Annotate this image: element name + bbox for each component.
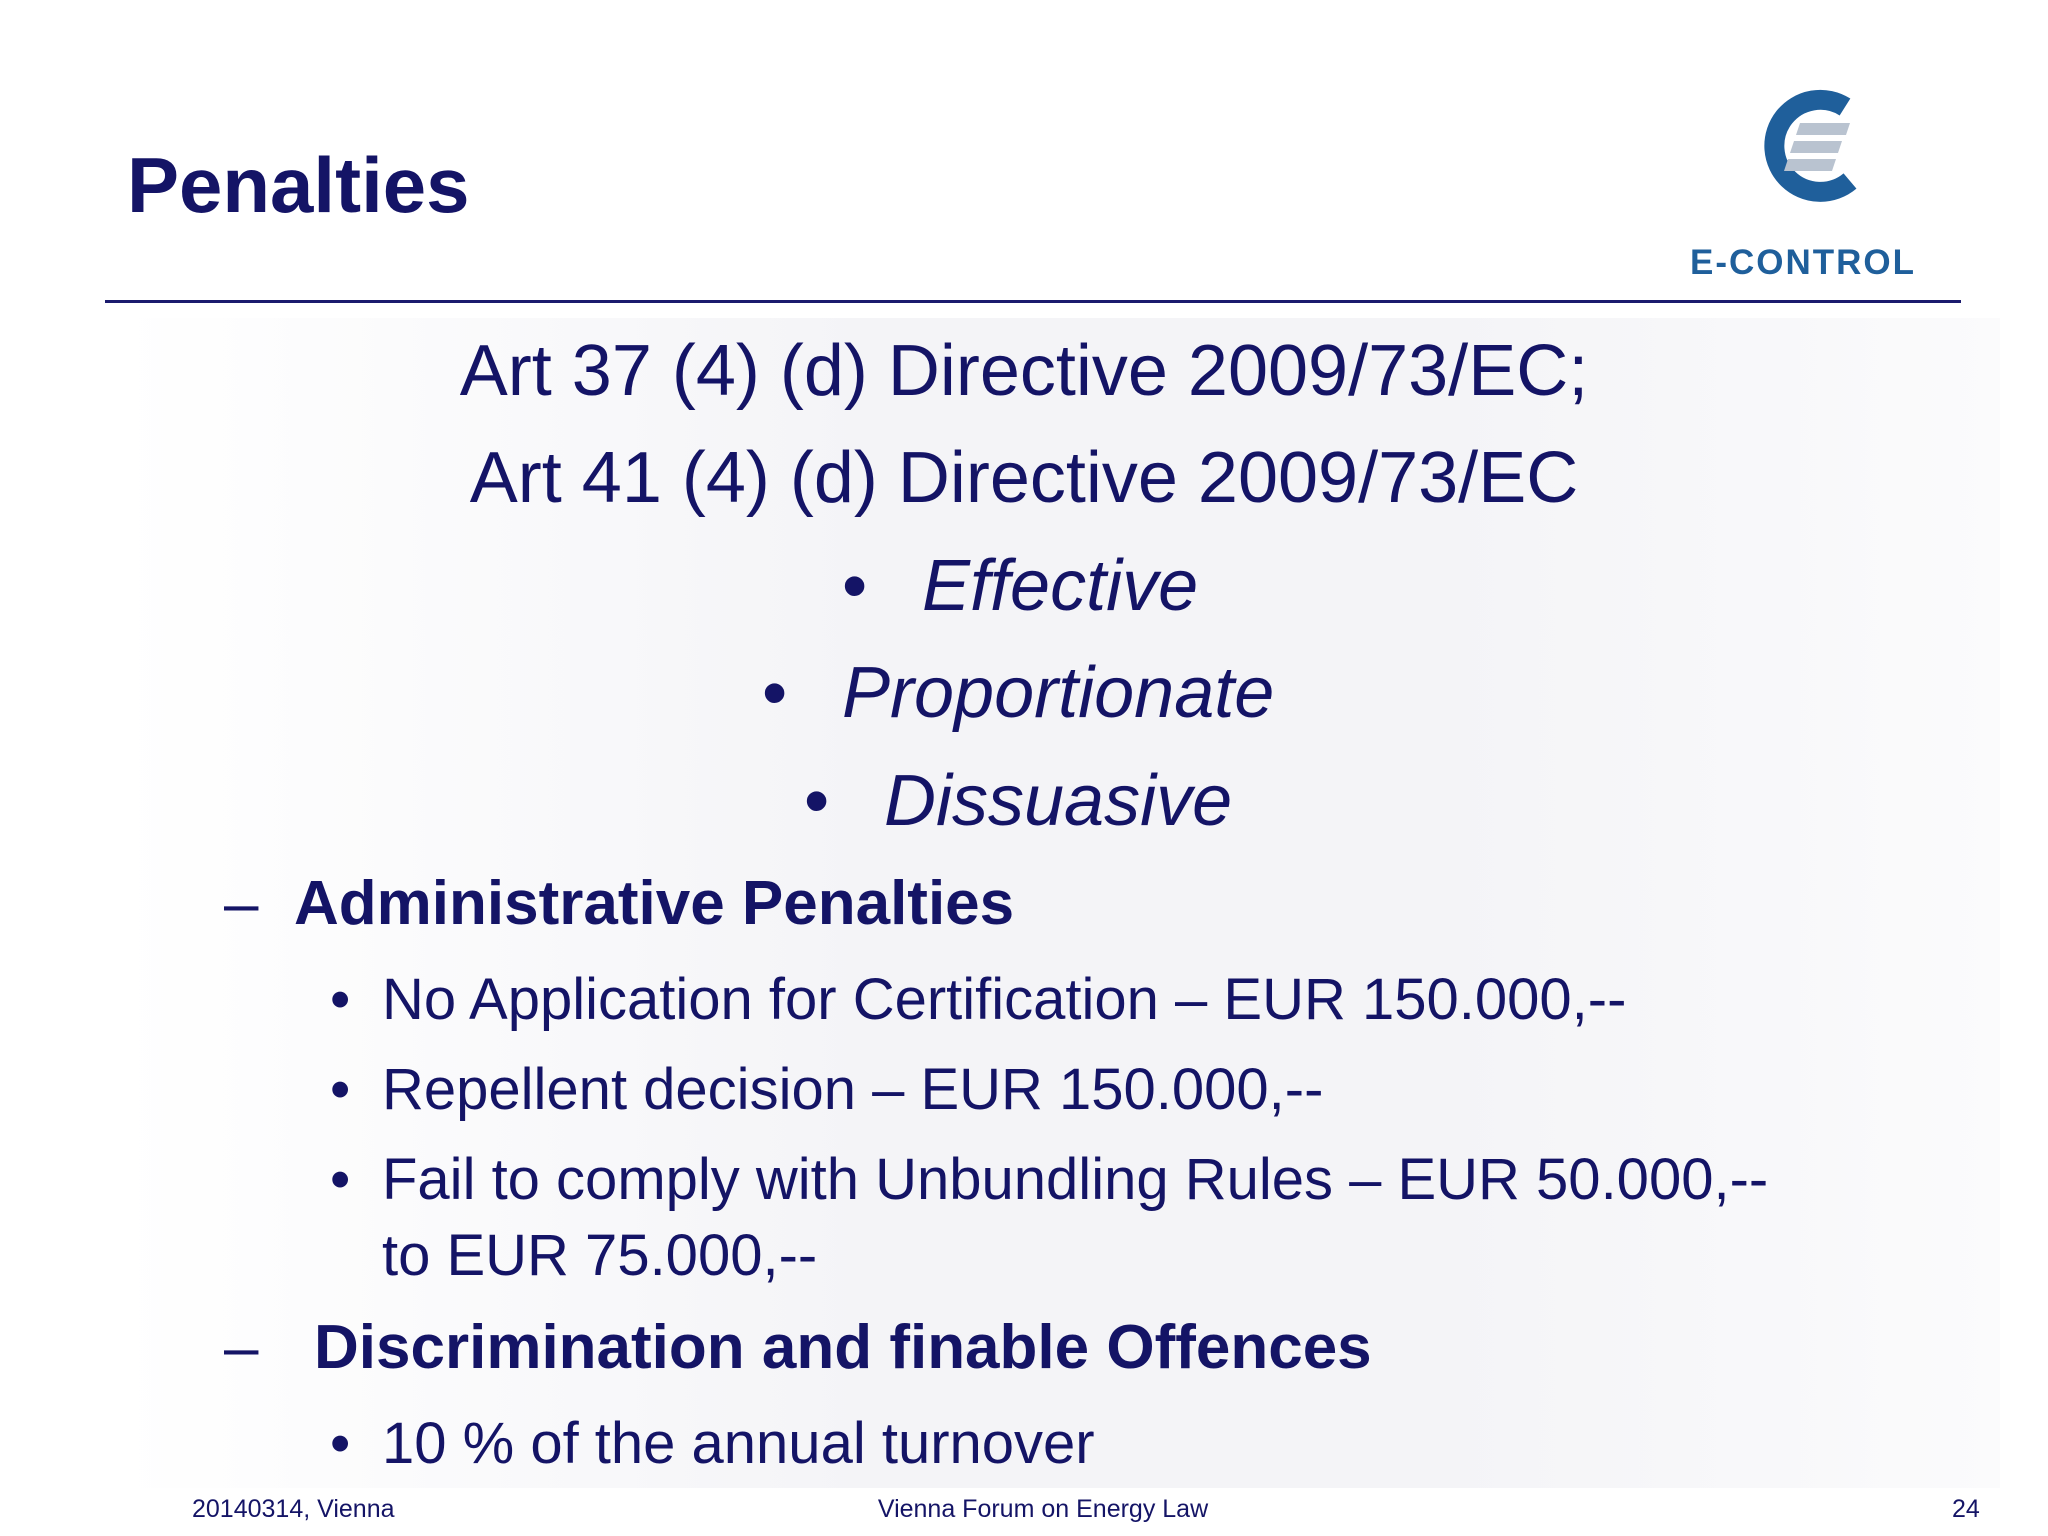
- bullet: •: [330, 1057, 351, 1122]
- criterion-label: Effective: [922, 546, 1199, 626]
- item-label: Repellent decision – EUR 150.000,--: [382, 1057, 1324, 1122]
- criterion-label: Proportionate: [842, 653, 1275, 733]
- dash: –: [224, 1313, 259, 1382]
- criterion-proportionate: [762, 652, 1274, 734]
- discrimination-heading: [224, 1312, 1372, 1383]
- criterion-label: Dissuasive: [884, 761, 1233, 841]
- slide-title: Penalties: [127, 141, 470, 229]
- admin-penalty-item-2: [330, 1052, 1323, 1128]
- footer-page-number: 24: [1952, 1495, 1980, 1523]
- footer-date-location: 20140314, Vienna: [192, 1495, 395, 1523]
- e-control-logo-mark-icon: [1750, 85, 1870, 205]
- bullet: •: [330, 1411, 351, 1476]
- item-label: Fail to comply with Unbundling Rules – EUR 50.000,--: [382, 1147, 1769, 1212]
- dash: –: [224, 869, 259, 938]
- reference-line-2: Art 41 (4) (d) Directive 2009/73/EC: [469, 438, 1579, 518]
- heading-label: Administrative Penalties: [294, 869, 1015, 938]
- administrative-penalties-heading: [224, 868, 1014, 939]
- bullet: •: [330, 1147, 351, 1212]
- bullet: •: [842, 546, 868, 626]
- reference-line-1: Art 37 (4) (d) Directive 2009/73/EC;: [459, 331, 1589, 411]
- e-control-logo: [1680, 85, 1950, 285]
- title-divider: [105, 300, 1961, 303]
- item-label: No Application for Certification – EUR 150.000,--: [382, 967, 1627, 1032]
- footer-event-name: Vienna Forum on Energy Law: [877, 1495, 1209, 1523]
- bullet: •: [804, 761, 830, 841]
- criterion-effective: [842, 545, 1198, 627]
- item-label: 10 % of the annual turnover: [382, 1411, 1095, 1476]
- discrimination-item-1: [330, 1406, 1095, 1482]
- bullet: •: [330, 967, 351, 1032]
- admin-penalty-item-1: [330, 962, 1626, 1038]
- bullet: •: [762, 653, 788, 733]
- item-continuation: to EUR 75.000,--: [382, 1223, 818, 1288]
- criterion-dissuasive: [804, 760, 1232, 842]
- heading-label: Discrimination and finable Offences: [314, 1313, 1372, 1382]
- admin-penalty-item-3: [330, 1142, 1768, 1294]
- logo-text: E-CONTROL: [1690, 243, 1917, 282]
